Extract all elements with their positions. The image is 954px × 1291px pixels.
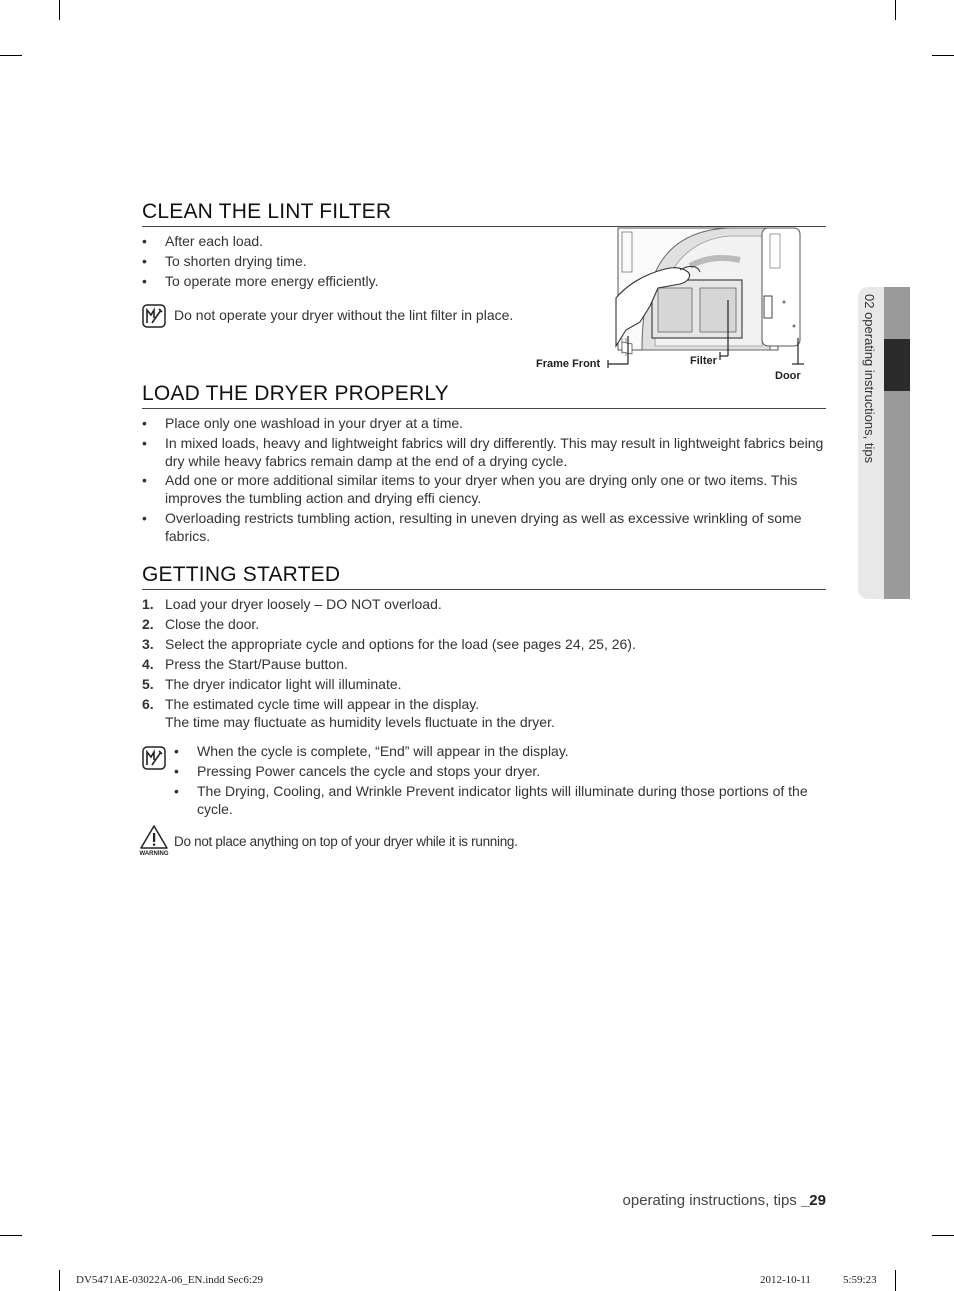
side-tab-bar	[884, 287, 910, 339]
section-title-start: GETTING STARTED	[142, 563, 826, 590]
warning-label: WARNING	[139, 851, 169, 857]
side-tab-marker	[884, 339, 910, 391]
crop-mark	[895, 0, 896, 20]
note-icon	[142, 304, 166, 328]
note-icon	[142, 746, 166, 770]
warning-icon	[138, 824, 172, 858]
page-number: _29	[800, 1192, 826, 1209]
side-tab-label: 02 operating instructions, tips	[862, 294, 877, 464]
figure-label-filter: Filter	[690, 355, 717, 367]
crop-mark	[932, 1235, 954, 1236]
lint-filter-illustration	[530, 226, 830, 384]
crop-mark	[0, 1235, 22, 1236]
page-footer: operating instructions, tips _29	[622, 1192, 826, 1209]
slug-date: 2012-10-11	[760, 1274, 811, 1286]
side-tab-bar	[884, 391, 910, 599]
section-title-lint: CLEAN THE LINT FILTER	[142, 200, 826, 227]
crop-mark	[59, 0, 60, 20]
crop-mark	[0, 55, 22, 56]
slug-file: DV5471AE-03022A-06_EN.indd Sec6:29	[76, 1274, 263, 1286]
crop-mark	[59, 1270, 60, 1291]
note-text: Do not operate your dryer without the lint filter in place.	[174, 307, 514, 323]
section-title-load: LOAD THE DRYER PROPERLY	[142, 382, 826, 409]
figure-label-frame-front: Frame Front	[536, 358, 601, 370]
slug-time: 5:59:23	[843, 1274, 877, 1286]
crop-mark	[895, 1270, 896, 1291]
warning-text: Do not place anything on top of your dryer while it is running.	[174, 834, 518, 849]
figure-label-door: Door	[775, 370, 801, 382]
crop-mark	[932, 55, 954, 56]
